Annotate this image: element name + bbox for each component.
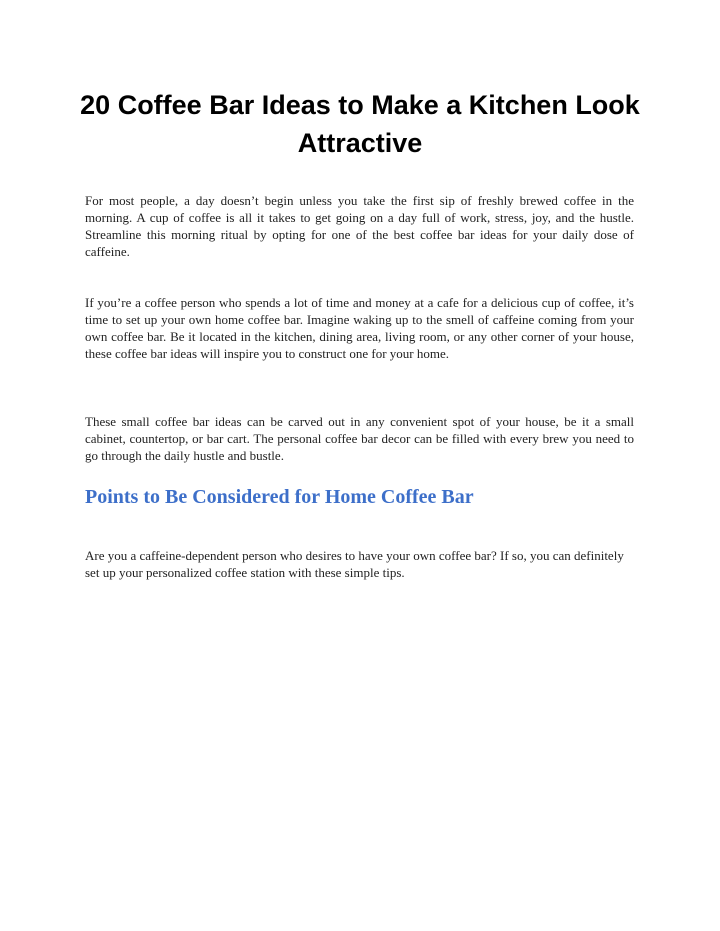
page-title: 20 Coffee Bar Ideas to Make a Kitchen Look Attractive <box>80 90 640 158</box>
body-paragraph-3: These small coffee bar ideas can be carved out in any convenient spot of your house, be it a small cabinet, countertop, or bar cart. The personal coffee bar decor can be filled with every brew you need to go through the daily hustle and bustle. <box>85 414 634 463</box>
section-heading: Points to Be Considered for Home Coffee Bar <box>85 486 474 508</box>
section-paragraph: Are you a caffeine-dependent person who desires to have your own coffee bar? If so, you can definitely set up your personalized coffee station with these simple tips. <box>85 548 624 580</box>
intro-paragraph: For most people, a day doesn’t begin unless you take the first sip of freshly brewed coffee in the morning. A cup of coffee is all it takes to get going on a day full of work, stress, joy, and the hustle. Streamline this morning ritual by opting for one of the best coffee bar ideas for your daily dose of caffeine. <box>85 193 634 259</box>
body-paragraph-2: If you’re a coffee person who spends a lot of time and money at a cafe for a delicious cup of coffee, it’s time to set up your own home coffee bar. Imagine waking up to the smell of caffeine coming from your own coffee bar. Be it located in the kitchen, dining area, living room, or any other corner of your house, these coffee bar ideas will inspire you to construct one for your home. <box>85 295 634 361</box>
